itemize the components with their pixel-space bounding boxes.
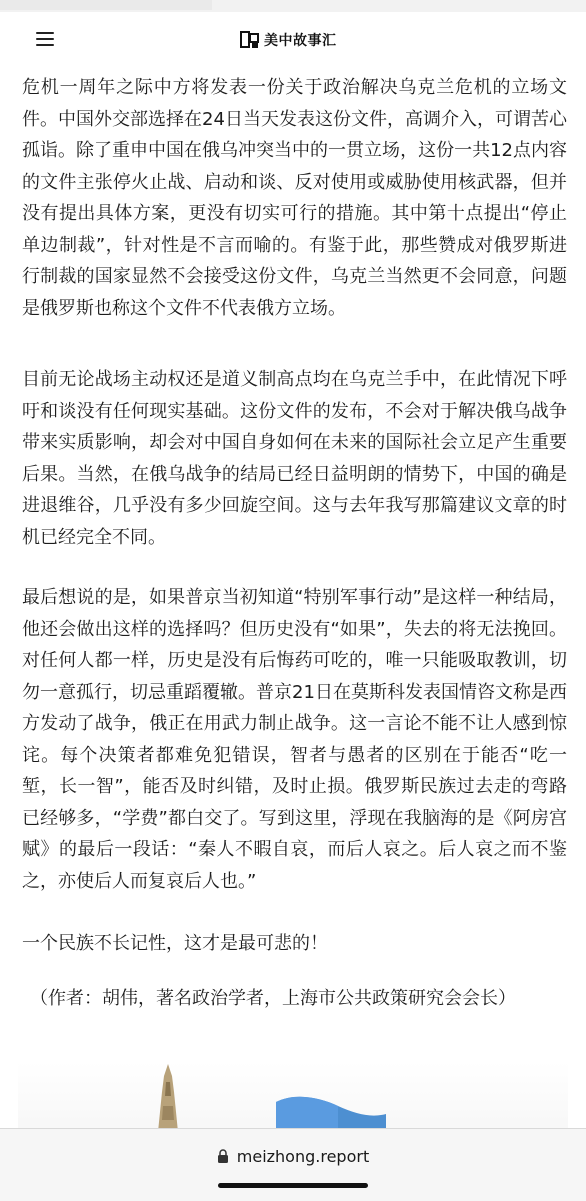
hamburger-menu-icon[interactable] [36,32,54,46]
home-indicator[interactable] [218,1183,368,1188]
browser-bottom-bar [0,1128,586,1201]
lock-icon [217,1149,229,1163]
article-paragraph: 最后想说的是，如果普京当初知道“特别军事行动”是这样一种结局，他还会做出这样的选择吗？但历史没有“如果”，失去的将无法挽回。对任何人都一样，历史是没有后悔药可吃的，唯一只能吸取教训，切勿一意孤行，切忌重蹈覆辙。普京21日在莫斯科发表国情咨文称是西方发动了战争，俄正在用武力制止战争。这一言论不能不让人感到惊诧。每个决策者都难免犯错误，智者与愚者的区别在于能否“吃一堑，长一智”，能否及时纠错，及时止损。俄罗斯民族过去走的弯路已经够多，“学费”都白交了。写到这里，浮现在我脑海的是《阿房宫赋》的最后一段话：“秦人不暇自哀，而后人哀之。后人哀之而不鉴之，亦使后人而复哀后人也。” [22,587,567,892]
status-notch [0,0,212,10]
article-paragraph: 目前无论战场主动权还是道义制高点均在乌克兰手中，在此情况下呼吁和谈没有任何现实基础。这份文件的发布，不会对于解决俄乌战争带来实质影响，却会对中国自身如何在未来的国际社会立足产生重要后果。当然，在俄乌战争的结局已经日益明朗的情势下，中国的确是进退维谷，几乎没有多少回旋空间。这与去年我写那篇建议文章的时机已经完全不同。 [22,369,567,548]
top-status-strip [0,0,586,12]
tower-spire-image [138,1062,198,1132]
author-note: （作者：胡伟，著名政治学者，上海市公共政策研究会会长） [30,988,516,1009]
site-header [0,12,586,64]
article-paragraph: 危机一周年之际中方将发表一份关于政治解决乌克兰危机的立场文件。中国外交部选择在24日当天发表这份文件，高调介入，可谓苦心孤诣。除了重申中国在俄乌冲突当中的一贯立场，这份一共12点内容的文件主张停火止战、启动和谈、反对使用或威胁使用核武器，但并没有提出具体方案，更没有切实可行的措施。其中第十点提出“停止单边制裁”，针对性是不言而喻的。有鉴于此，那些赞成对俄罗斯进行制裁的国家显然不会接受这份文件，乌克兰当然更不会同意，问题是俄罗斯也称这个文件不代表俄方立场。 [22,77,567,319]
article-paragraph: 一个民族不长记性，这才是最可悲的！ [22,933,328,954]
url-text: meizhong.report [236,1146,370,1166]
flag-image [276,1092,386,1132]
site-name: 美中故事汇 [264,33,337,49]
meizhong-logo-icon [240,30,260,50]
site-logo[interactable] [240,29,337,51]
article-image [18,1062,568,1132]
address-bar[interactable] [0,1144,586,1168]
